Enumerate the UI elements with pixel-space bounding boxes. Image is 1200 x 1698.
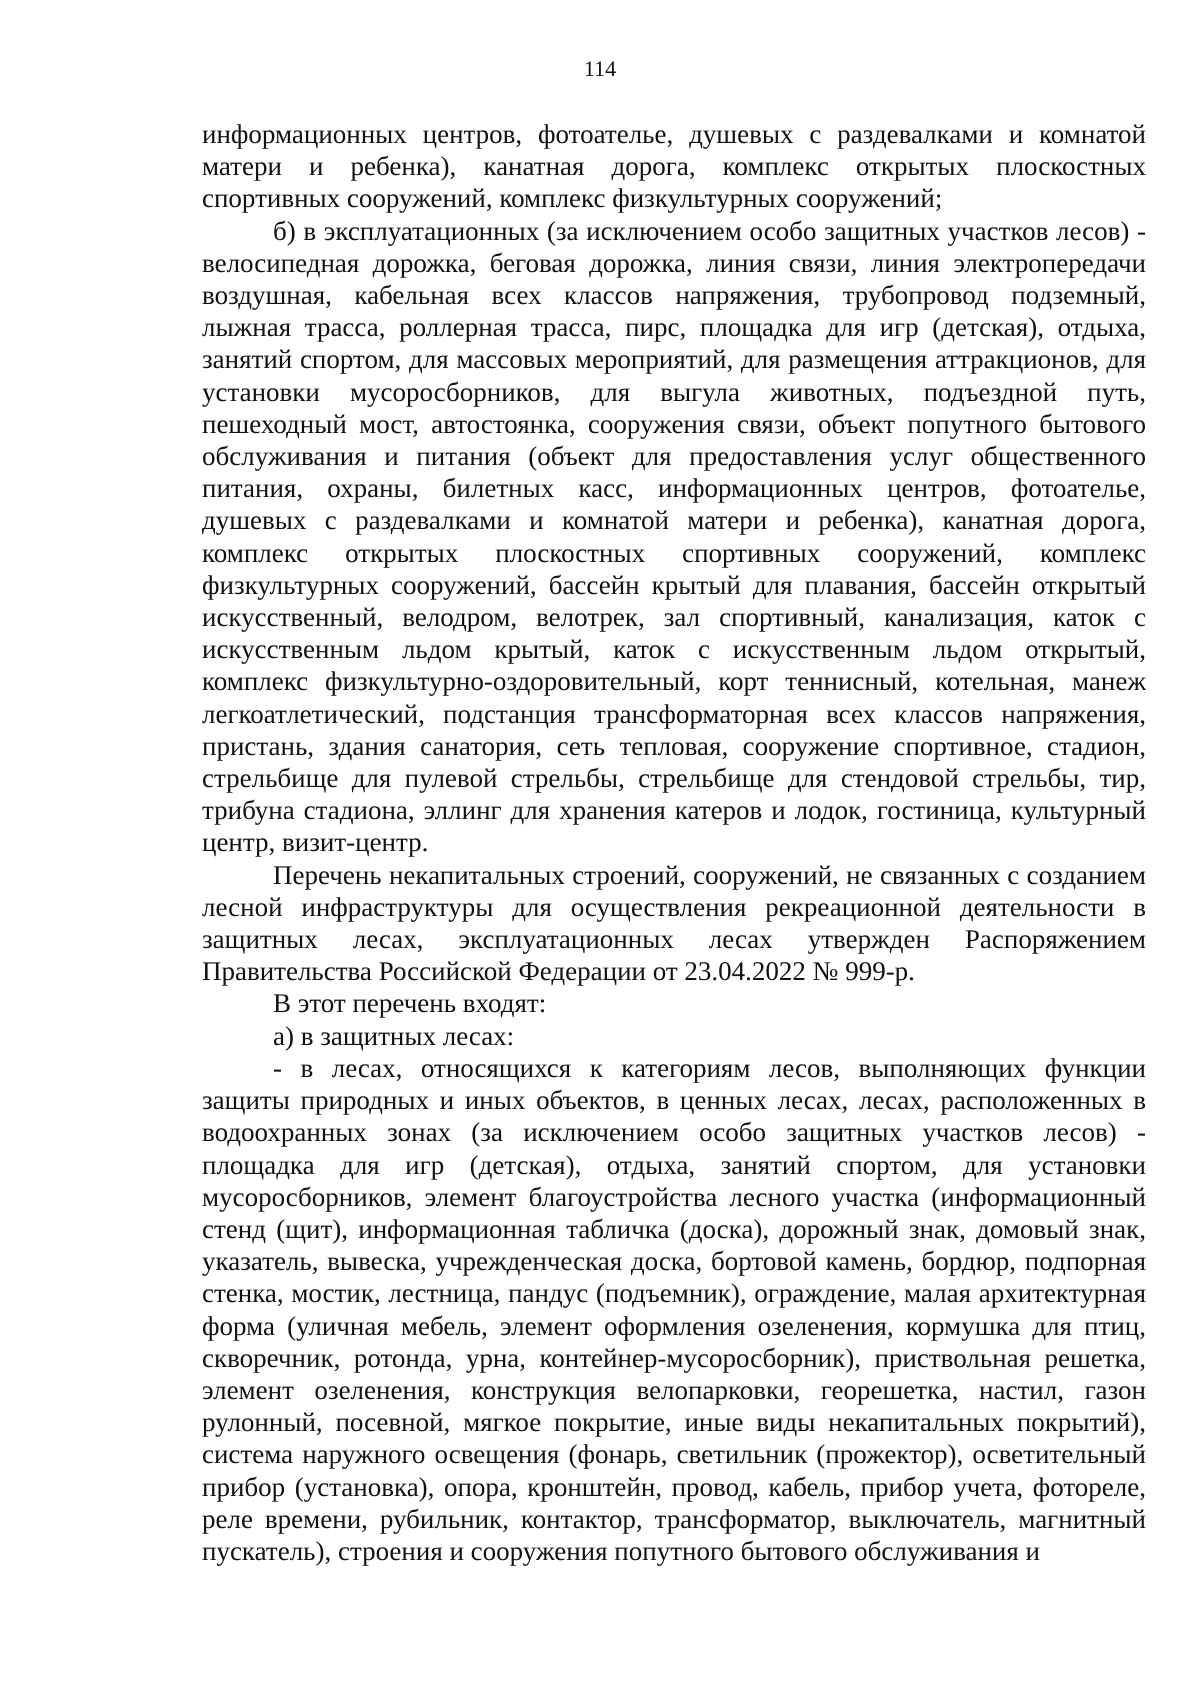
paragraph-continuation: информационных центров, фотоателье, душевых с раздевалками и комнатой матери и ребенка), канатная дорога, комплекс открытых плоскостных спортивных сооружений, комплекс физкультурных сооружений; xyxy=(202,119,1146,214)
paragraph-non-capital-list-intro: Перечень некапитальных строений, сооружений, не связанных с созданием лесной инфраструктуры для осуществления рекреационной деятельности в защитных лесах, эксплуатационных лесах утвержден Распоряжением Правительства Российской Федерации от 23.04.2022 № 999-р. xyxy=(202,859,1146,987)
paragraph-list-includes: В этот перечень входят: xyxy=(273,988,547,1019)
paragraph-exploitation-forests: б) в эксплуатационных (за исключением особо защитных участков лесов) - велосипедная дорожка, беговая дорожка, линия связи, линия электропередачи воздушная, кабельная всех классов напряжения, трубопровод подземный, лыжная трасса, роллерная трасса, пирс, площадка для игр (детская), отдыха, занятий спортом, для массовых мероприятий, для размещения аттракционов, для установки мусоросборников, для выгула животных, подъездной путь, пешеходный мост, автостоянка, сооружения связи, объект попутного бытового обслуживания и питания (объект для предоставления услуг общественного питания, охраны, билетных касс, информационных центров, фотоателье, душевых с раздевалками и комнатой матери и ребенка), канатная дорога, комплекс открытых плоскостных спортивных сооружений, комплекс физкультурных сооружений, бассейн крытый для плавания, бассейн открытый искусственный, велодром, велотрек, зал спортивный, канализация, каток с искусственным льдом крытый, каток с искусственным льдом открытый, комплекс физкультурно-оздоровительный, корт теннисный, котельная, манеж легкоатлетический, подстанция трансформаторная всех классов напряжения, пристань, здания санатория, сеть тепловая, сооружение спортивное, стадион, стрельбище для пулевой стрельбы, стрельбище для стендовой стрельбы, тир, трибуна стадиона, эллинг для хранения катеров и лодок, гостиница, культурный центр, визит-центр. xyxy=(202,215,1146,858)
page-number: 114 xyxy=(583,56,617,81)
paragraph-protective-forests-items: - в лесах, относящихся к категориям лесов, выполняющих функции защиты природных и иных объектов, в ценных лесах, лесах, расположенных в водоохранных зонах (за исключением особо защитных участков лесов) - площадка для игр (детская), отдыха, занятий спортом, для установки мусоросборников, элемент благоустройства лесного участка (информационный стенд (щит), информационная табличка (доска), дорожный знак, домовый знак, указатель, вывеска, учрежденческая доска, бортовой камень, бордюр, подпорная стенка, мостик, лестница, пандус (подъемник), ограждение, малая архитектурная форма (уличная мебель, элемент оформления озеленения, кормушка для птиц, скворечник, ротонда, урна, контейнер-мусоросборник), приствольная решетка, элемент озеленения, конструкция велопарковки, георешетка, настил, газон рулонный, посевной, мягкое покрытие, иные виды некапитальных покрытий), система наружного освещения (фонарь, светильник (прожектор), осветительный прибор (установка), опора, кронштейн, провод, кабель, прибор учета, фотореле, реле времени, рубильник, контактор, трансформатор, выключатель, магнитный пускатель), строения и сооружения попутного бытового обслуживания и xyxy=(202,1052,1146,1566)
document-body xyxy=(202,118,1146,1567)
paragraph-protective-forests-heading: а) в защитных лесах: xyxy=(273,1020,515,1051)
